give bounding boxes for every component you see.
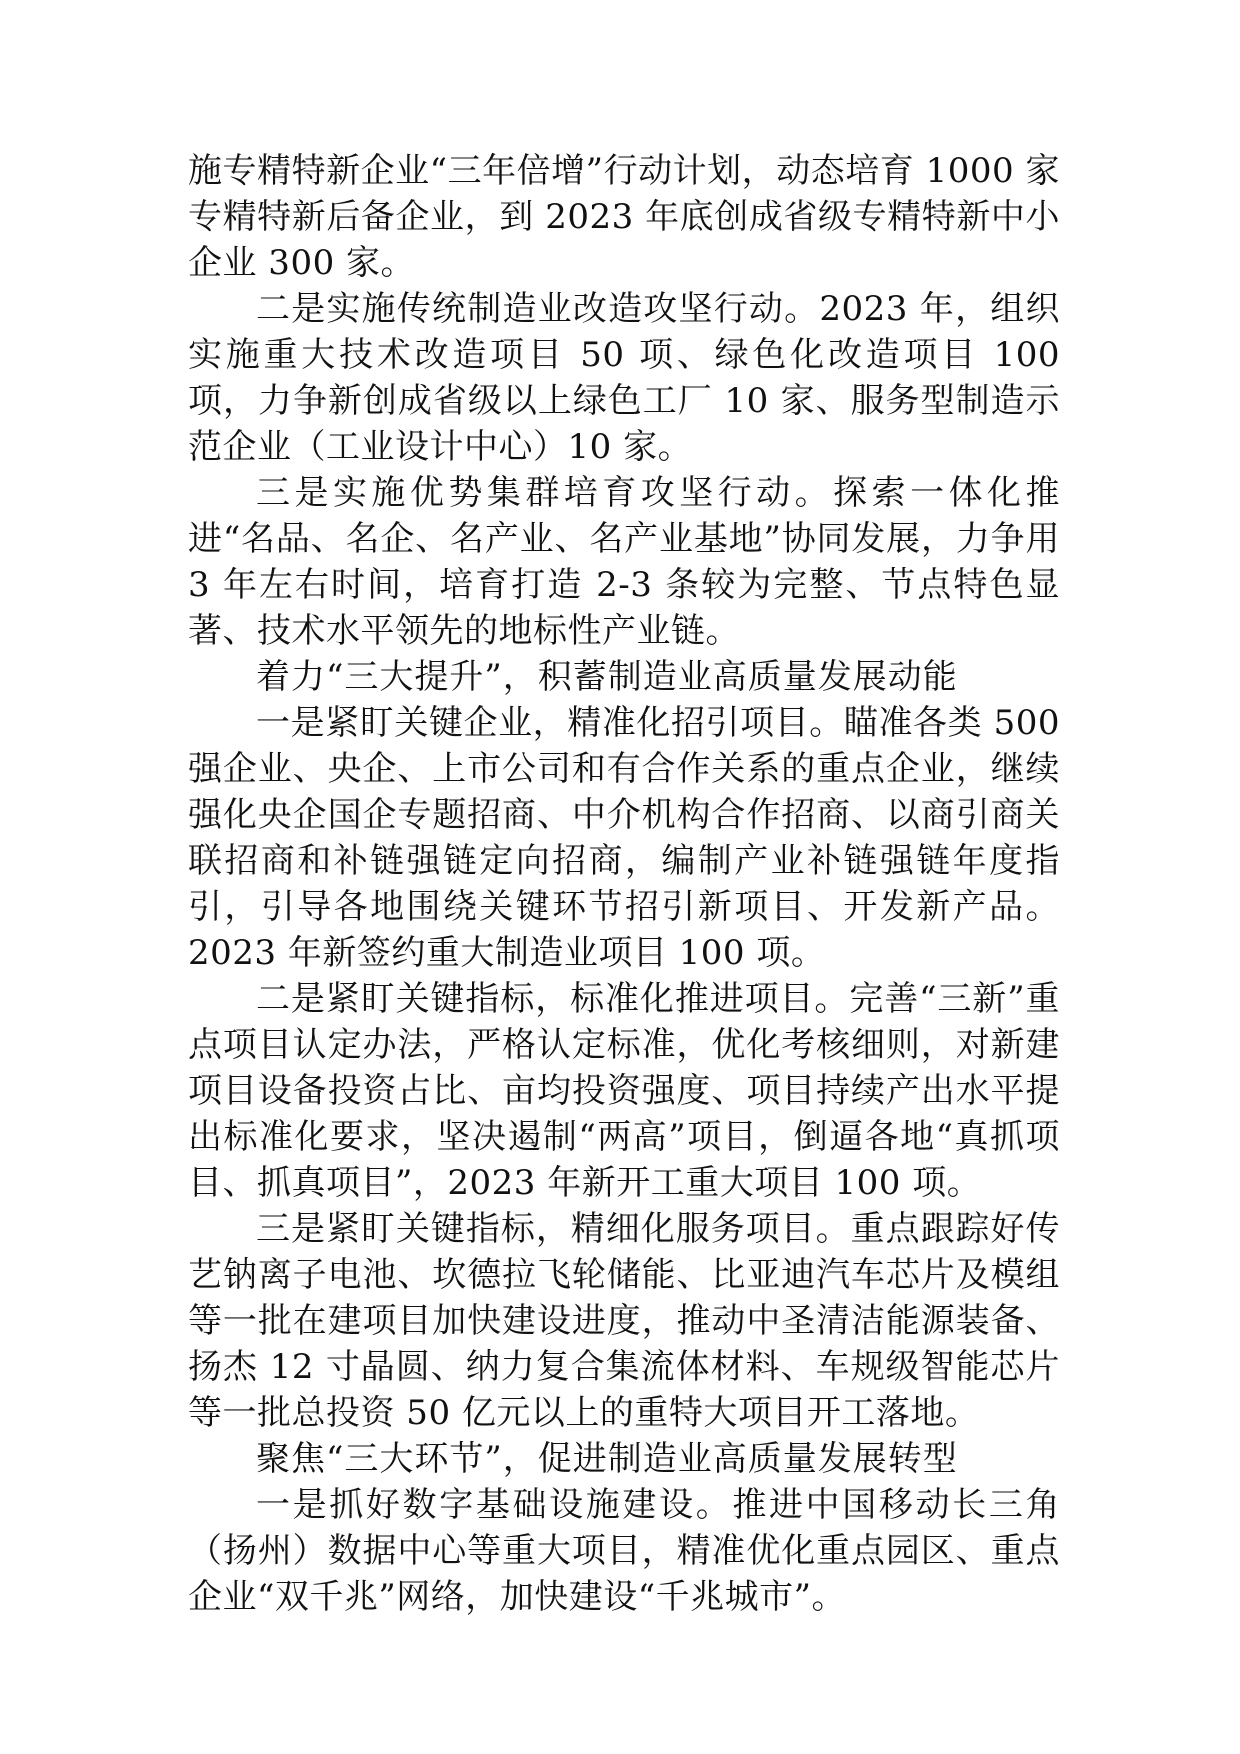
paragraph-key-indicators-service: 三是紧盯关键指标，精细化服务项目。重点跟踪好传艺钠离子电池、坎德拉飞轮储能、比亚迪汽车芯片及模组等一批在建项目加快建设进度，推动中圣清洁能源装备、扬杰 12 寸晶圆、纳力复合集流体材料、车规级智能芯片等一批总投资 50 亿元以上的重特大项目开工落地。 [188,1209,1060,1433]
section-heading-three-improvements: 着力“三大提升”，积蓄制造业高质量发展动能 [256,657,958,697]
paragraph-key-indicators-standardization: 二是紧盯关键指标，标准化推进项目。完善“三新”重点项目认定办法，严格认定标准，优化考核细则，对新建项目设备投资占比、亩均投资强度、项目持续产出水平提出标准化要求，坚决遏制“两高”项目，倒逼各地“真抓项目、抓真项目”，2023 年新开工重大项目 100 项。 [188,979,1060,1203]
paragraph-traditional-manufacturing: 二是实施传统制造业改造攻坚行动。2023 年，组织实施重大技术改造项目 50 项、绿色化改造项目 100 项，力争新创成省级以上绿色工厂 10 家、服务型制造示范企业（工业设计中心）10 家。 [188,289,1060,467]
paragraph-industry-cluster: 三是实施优势集群培育攻坚行动。探索一体化推进“名品、名企、名产业、名产业基地”协同发展，力争用 3 年左右时间，培育打造 2-3 条较为完整、节点特色显著、技术水平领先的地标性产业链。 [188,473,1060,651]
document-body [188,148,1060,1620]
paragraph-continuation: 施专精特新企业“三年倍增”行动计划，动态培育 1000 家专精特新后备企业，到 2023 年底创成省级专精特新中小企业 300 家。 [188,151,1060,283]
paragraph-key-enterprises: 一是紧盯关键企业，精准化招引项目。瞄准各类 500 强企业、央企、上市公司和有合作关系的重点企业，继续强化央企国企专题招商、中介机构合作招商、以商引商关联招商和补链强链定向招商，编制产业补链强链年度指引，引导各地围绕关键环节招引新项目、开发新产品。2023 年新签约重大制造业项目 100 项。 [188,703,1060,973]
section-heading-three-links: 聚焦“三大环节”，促进制造业高质量发展转型 [256,1439,958,1479]
paragraph-digital-infrastructure: 一是抓好数字基础设施建设。推进中国移动长三角（扬州）数据中心等重大项目，精准优化重点园区、重点企业“双千兆”网络，加快建设“千兆城市”。 [188,1485,1060,1617]
